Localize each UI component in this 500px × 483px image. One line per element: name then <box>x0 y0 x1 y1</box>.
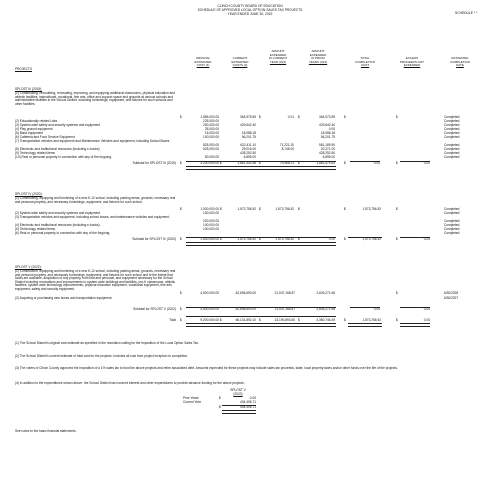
sec2-row-label: (6) Real or personal property in connection with any of the forgoing. <box>15 231 111 235</box>
sec2-row-status: Completed <box>444 219 460 223</box>
dollar-sign: $ <box>220 207 222 211</box>
sec1-double-rule <box>186 166 336 170</box>
col-original <box>185 57 221 68</box>
footer-note: See notes to the basic financial statements. <box>15 429 77 433</box>
sec1-item1-ec: 0.01 <box>287 115 294 119</box>
sec1-row-ep: 428,252.50 <box>319 151 335 155</box>
dollar-sign: $ <box>298 237 300 241</box>
dollar-sign: $ <box>344 115 346 119</box>
sec1-item1-ep: 364,573.59 <box>319 115 335 119</box>
footnote-3: (3) The voters of Clinch County approved the imposition of a 1% sales tax to fund the above projects and retire associated debt. Amounts expended for these projects may include sales tax proceeds, state, local property taxes and/or other funds over the life of the projects. <box>15 366 398 370</box>
sec3-item2-date: 6/30/2027 <box>444 296 459 300</box>
col-exp-prior-l3: IN PRIOR <box>311 56 325 60</box>
dollar-sign: $ <box>344 207 346 211</box>
col-excess-l1: EXCESS <box>405 56 419 60</box>
sec1-row-ep: 18,088.18 <box>320 131 335 135</box>
dollar-sign: $ <box>396 207 398 211</box>
dollar-sign: $ <box>180 115 182 119</box>
sec3-subtotal-tot: 0.00 <box>373 307 380 311</box>
col-exp-prior-l1: AMOUNT <box>311 49 325 53</box>
total-rule <box>186 316 336 317</box>
current-year-value: 404,406.71 <box>240 400 256 404</box>
sec3-subtotal-label: Subtotal for SPLOST V (2022) <box>133 307 176 311</box>
col-exp-current-l1: AMOUNT <box>271 49 285 53</box>
col-estimated-l3: DATE <box>456 63 464 67</box>
sec3-item1-ep: 2,605,271.66 <box>316 291 335 295</box>
sec1-row-status: Completed <box>444 147 460 151</box>
col-exp-prior-l2: EXPENDED <box>309 52 327 57</box>
sec3-item2: (2) Acquiring or purchasing new buses and transportation equipment. <box>15 296 113 300</box>
sec2-item1-status: Completed <box>444 207 460 211</box>
dollar-sign: $ <box>180 318 182 322</box>
sec3-subtotal-cur: 62,696,693.00 <box>235 307 256 311</box>
report-title-line2: SCHEDULE OF APPROVED LOCAL OPTION SALES TAX PROJECTS <box>197 8 303 12</box>
sec1-row-orig: 50,000.00 <box>204 155 219 159</box>
sec1-subtotal-ex: 0.00 <box>423 161 430 165</box>
sec1-row-ep: 20,271.00 <box>320 147 335 151</box>
sec1-subtotal-orig: 3,200,000.00 <box>200 161 219 165</box>
dollar-sign: $ <box>219 396 221 400</box>
col-exp-current-l2: EXPENDED <box>269 52 287 57</box>
col-total-l2: COMPLETION <box>355 59 375 64</box>
dollar-sign: $ <box>298 318 300 322</box>
sec1-row-orig: 625,000.00 <box>203 147 219 151</box>
sec1-row-cur: 6,895.00 <box>243 155 256 159</box>
dollar-sign: $ <box>180 161 182 165</box>
col-exp-current <box>260 50 296 64</box>
interest-col-head-2: (2022) <box>233 392 243 396</box>
section-title-splost-v: SPLOST V (2022): <box>15 265 42 269</box>
interest-col-head-1: SPLOST V <box>230 388 246 392</box>
interest-double-rule <box>222 410 256 414</box>
interest-total-value: 404,406.71 <box>240 405 256 409</box>
col-current-l2: ESTIMATED <box>231 59 249 64</box>
sec1-row-status: Completed <box>444 123 460 127</box>
sec1-row-label: (10) Real or personal property in connection with any of the forgoing. <box>15 155 112 159</box>
sec1-row-orig: 825,000.00 <box>203 143 219 147</box>
sec3-subtotal-ex: 0.00 <box>423 307 430 311</box>
sec2-subtotal-label: Subtotal for SPLOST IV (2020) <box>132 237 176 241</box>
sec3-item1-date: 6/30/2025 <box>444 291 459 295</box>
dollar-sign: $ <box>396 291 398 295</box>
sec1-row-cur: 429,642.40 <box>240 123 256 127</box>
col-exp-current-l3: IN CURRENT <box>268 56 288 60</box>
sec1-row-cur: 632,411.10 <box>240 143 256 147</box>
sec2-row-label: (4) Electronic and institutional resources (including e-books). <box>15 223 101 227</box>
sec2-double-rule <box>186 242 336 246</box>
col-total <box>347 57 383 68</box>
total-ec: 23,190,893.60 <box>274 318 295 322</box>
dollar-sign: $ <box>259 318 261 322</box>
sec1-row-cur: 56,201.75 <box>241 135 256 139</box>
sec1-row-ec: 71,221.20 <box>279 143 294 147</box>
sec1-row-cur: 29,016.00 <box>241 147 256 151</box>
sec1-row-ep: 561,189.90 <box>319 143 335 147</box>
col-current-l3: COSTS (2) <box>232 63 248 67</box>
dollar-sign: $ <box>344 161 346 165</box>
sec1-subtotal-cur: 1,861,442.58 <box>237 161 256 165</box>
sec1-row-orig: 25,000.00 <box>204 127 219 131</box>
sec3-item1-orig: 4,500,000.00 <box>200 291 219 295</box>
report-title-line1: CLINCH COUNTY BOARD OF EDUCATION <box>217 4 283 8</box>
sec1-row-label: (7) Transportation vehicles and equipment and Maintenance Vehicles and equipment, including School Buses <box>15 139 170 143</box>
col-current <box>222 57 258 68</box>
sec1-item1: (1) Constructing, remodeling, renovating, improving, and equipping additional classrooms, physical education and athletic facilities, instructional, vocational, fine arts, office and support space and grounds at various schools and administrative facilities in the School District, including furnishings, equipment, and fixtures for such schools and other facilities. <box>15 91 175 106</box>
dollar-sign: $ <box>220 161 222 165</box>
sec1-row-ep: 56,201.75 <box>320 135 335 139</box>
sec2-row-orig: 100,000.00 <box>203 223 219 227</box>
sec1-row-status: Completed <box>444 131 460 135</box>
section-title-splost-iii: SPLOST III (2015): <box>15 87 43 91</box>
dollar-sign: $ <box>259 161 261 165</box>
sec1-row-status: Completed <box>444 135 460 139</box>
total-label: Total <box>169 318 176 322</box>
col-excess-l2: PROCEEDS NOT <box>399 59 424 64</box>
sec2-item1-cur: 1,573,756.52 <box>237 207 256 211</box>
total-ex: 0.00 <box>423 318 430 322</box>
sec2-item1: (1) Constructing, equipping and furnishing of a new K-12 school, including parking areas, grounds, necessary real and personal property, and necessary furnishings, equipment, and fixtures for such school. <box>15 196 176 204</box>
prior-years-label: Prior Years <box>183 396 199 400</box>
report-title-line3: YEAR ENDED JUNE 30, 2019 <box>227 12 273 16</box>
dollar-sign: $ <box>396 318 398 322</box>
col-total-l1: TOTAL <box>360 56 370 60</box>
sec1-item1-orig: 1,585,000.00 <box>200 115 219 119</box>
sec1-row-cur: 18,088.18 <box>241 131 256 135</box>
col-excess-l3: EXPENDED <box>403 63 421 67</box>
dollar-sign: $ <box>180 307 182 311</box>
dollar-sign: $ <box>219 405 221 409</box>
sec2-row-label: (2) System-wide safety and security systems and equipment. <box>15 211 101 215</box>
sec1-row-orig: 225,000.00 <box>203 119 219 123</box>
sec3-subtotal-orig: 4,500,000.00 <box>200 307 219 311</box>
sec1-row-label: (2) Educationally related Labs <box>15 119 58 123</box>
dollar-sign: $ <box>220 237 222 241</box>
col-estimated <box>440 57 480 68</box>
col-original-l1: ORIGINAL <box>195 56 211 60</box>
sec2-row-orig: 200,000.00 <box>203 219 219 223</box>
sec2-subtotal-orig: 1,500,000.00 <box>200 237 219 241</box>
sec1-row-status: Completed <box>444 143 460 147</box>
sec1-row-label: (8) Electronic and institutional resources (including e-books) <box>15 147 100 151</box>
schedule-label: SCHEDULE * * <box>455 11 478 15</box>
total-tot: 1,573,756.52 <box>362 318 381 322</box>
dollar-sign: $ <box>259 207 261 211</box>
footnote-1: (1) The School District's original cost estimate as specified in the resolution calling for the imposition of the Local Option Sales Tax. <box>15 341 199 345</box>
col-estimated-l2: COMPLETION <box>450 59 470 64</box>
sec2-row-status: Completed <box>444 223 460 227</box>
sec1-row-orig: 100,000.00 <box>203 135 219 139</box>
dollar-sign: $ <box>396 161 398 165</box>
col-estimated-l1: ESTIMATED <box>451 56 469 60</box>
total-cur: 66,131,892.10 <box>235 318 256 322</box>
total-orig: 9,200,000.00 <box>200 318 219 322</box>
sec1-row-status: Completed <box>444 127 460 131</box>
sec1-row-label: (6) Cafeteria and Food Service Equipment <box>15 135 75 139</box>
sec2-item1-ec: 1,573,756.52 <box>275 207 294 211</box>
sec1-row-status: Completed <box>444 119 460 123</box>
dollar-sign: $ <box>259 237 261 241</box>
sec1-row-label: (9) Technology related items <box>15 151 55 155</box>
sec1-subtotal-label: Subtotal for SPLOST III (2015) <box>132 161 176 165</box>
sec2-row-label: (3) Transportation vehicles and equipment, including school buses, and maintenance vehicles and equipment. <box>15 215 170 219</box>
sec1-subtotal-ec: 79,968.21 <box>279 161 294 165</box>
prior-years-value: 0.00 <box>249 396 256 400</box>
dollar-sign: $ <box>180 207 182 211</box>
col-original-l3: COST (1) <box>196 63 210 67</box>
sec2-subtotal-tot: 1,573,756.52 <box>362 237 381 241</box>
sec1-row-orig: 250,000.00 <box>203 123 219 127</box>
sec2-item1-orig: 1,000,000.00 <box>200 207 219 211</box>
sec3-subtotal-ep: 2,605,271.66 <box>316 307 335 311</box>
sec2-row-orig: 100,000.00 <box>203 211 219 215</box>
sec1-item1-status: Completed <box>444 115 460 119</box>
sec2-row-orig: 100,000.00 <box>203 227 219 231</box>
dollar-sign: $ <box>180 291 182 295</box>
dollar-sign: $ <box>298 161 300 165</box>
sec2-row-status: Completed <box>444 211 460 215</box>
dollar-sign: $ <box>298 115 300 119</box>
dollar-sign: $ <box>344 237 346 241</box>
sec2-subtotal-cur: 1,573,756.52 <box>237 237 256 241</box>
col-current-l1: CURRENT <box>232 56 248 60</box>
col-total-l3: COST <box>360 63 370 67</box>
sec1-row-ep: 6,895.00 <box>322 155 335 159</box>
current-year-label: Current Year <box>183 400 201 404</box>
sec1-row-label: (3) System-wide safety and security systems and equipment <box>15 123 101 127</box>
sec1-row-ep: 429,642.40 <box>319 123 335 127</box>
sec3-item1: (1) Construction, equipping and furnishing of a new K-12 school, including parking areas, grounds, necessary real and personal property, and necessary furnishings, equipment, and fixtures for such school and to the extent that funds are available, acquisition of any property, both real and personal, and equipment necessary for the School District including renovations and improvements to system-wide buildings and facilities, pre-K classrooms, athletic facilities, system-wide technology improvements, physical education equipment, vocational equipment, fine arts equipment, safety and security equipment. <box>15 269 176 291</box>
sec1-row-status: Completed <box>444 155 460 159</box>
col-projects: PROJECTS <box>15 67 33 71</box>
sec2-row-status: Completed <box>444 227 460 231</box>
dollar-sign: $ <box>298 207 300 211</box>
total-ep: 4,360,746.49 <box>316 318 335 322</box>
total-double-rule <box>186 323 336 327</box>
col-excess <box>393 57 431 68</box>
col-exp-prior <box>300 50 336 64</box>
sec2-subtotal-ec: 1,573,756.52 <box>275 237 294 241</box>
sec2-subtotal-ex: 0.00 <box>423 237 430 241</box>
sec3-subtotal-ec: 21,537,168.87 <box>274 307 295 311</box>
sec2-item1-tot: 1,573,756.52 <box>362 207 381 211</box>
sec1-row-label: (4) Play ground equipment <box>15 127 53 131</box>
sec3-item1-cur: 62,696,693.00 <box>235 291 256 295</box>
sec2-subtotal-ep: 0.00 <box>328 237 335 241</box>
col-original-l2: ESTIMATED <box>194 59 212 64</box>
section-title-splost-iv: SPLOST IV (2020): <box>15 192 43 196</box>
dollar-sign: $ <box>180 237 182 241</box>
sec1-row-ec: 8,745.00 <box>281 147 294 151</box>
sec1-row-ep: 0.00 <box>328 127 335 131</box>
footnote-4: (4) In addition to the expenditures shown above, the School District has incurred interest and other expenditures to provide advance funding for the above projects: <box>15 381 245 385</box>
col-exp-prior-l4: YEARS (3)(4) <box>308 59 328 64</box>
sec1-row-cur: 428,252.50 <box>240 151 256 155</box>
sec1-subtotal-ep: 1,881,474.63 <box>316 161 335 165</box>
sec1-item1-cur: 364,575.65 <box>240 115 256 119</box>
total-double-rule <box>400 323 430 327</box>
dollar-sign: $ <box>220 318 222 322</box>
footnote-2: (2) The School District's current estimate of total cost for the projects. Includes all cost from project inception to completion. <box>15 354 189 358</box>
col-exp-current-l4: YEAR (3)(4) <box>269 59 287 64</box>
sec3-item1-ec: 21,537,168.87 <box>274 291 295 295</box>
sec2-row-status: Completed <box>444 231 460 235</box>
total-double-rule <box>348 323 382 327</box>
sec1-row-label: (5) Band equipment <box>15 131 43 135</box>
dollar-sign: $ <box>259 115 261 119</box>
sec1-row-orig: 15,000.00 <box>204 131 219 135</box>
dollar-sign: $ <box>344 318 346 322</box>
dollar-sign: $ <box>396 115 398 119</box>
sec1-row-status: Completed <box>444 151 460 155</box>
sec2-row-label: (5) Technology related items. <box>15 227 56 231</box>
dollar-sign: $ <box>396 237 398 241</box>
sec1-subtotal-tot: 0.00 <box>373 161 380 165</box>
